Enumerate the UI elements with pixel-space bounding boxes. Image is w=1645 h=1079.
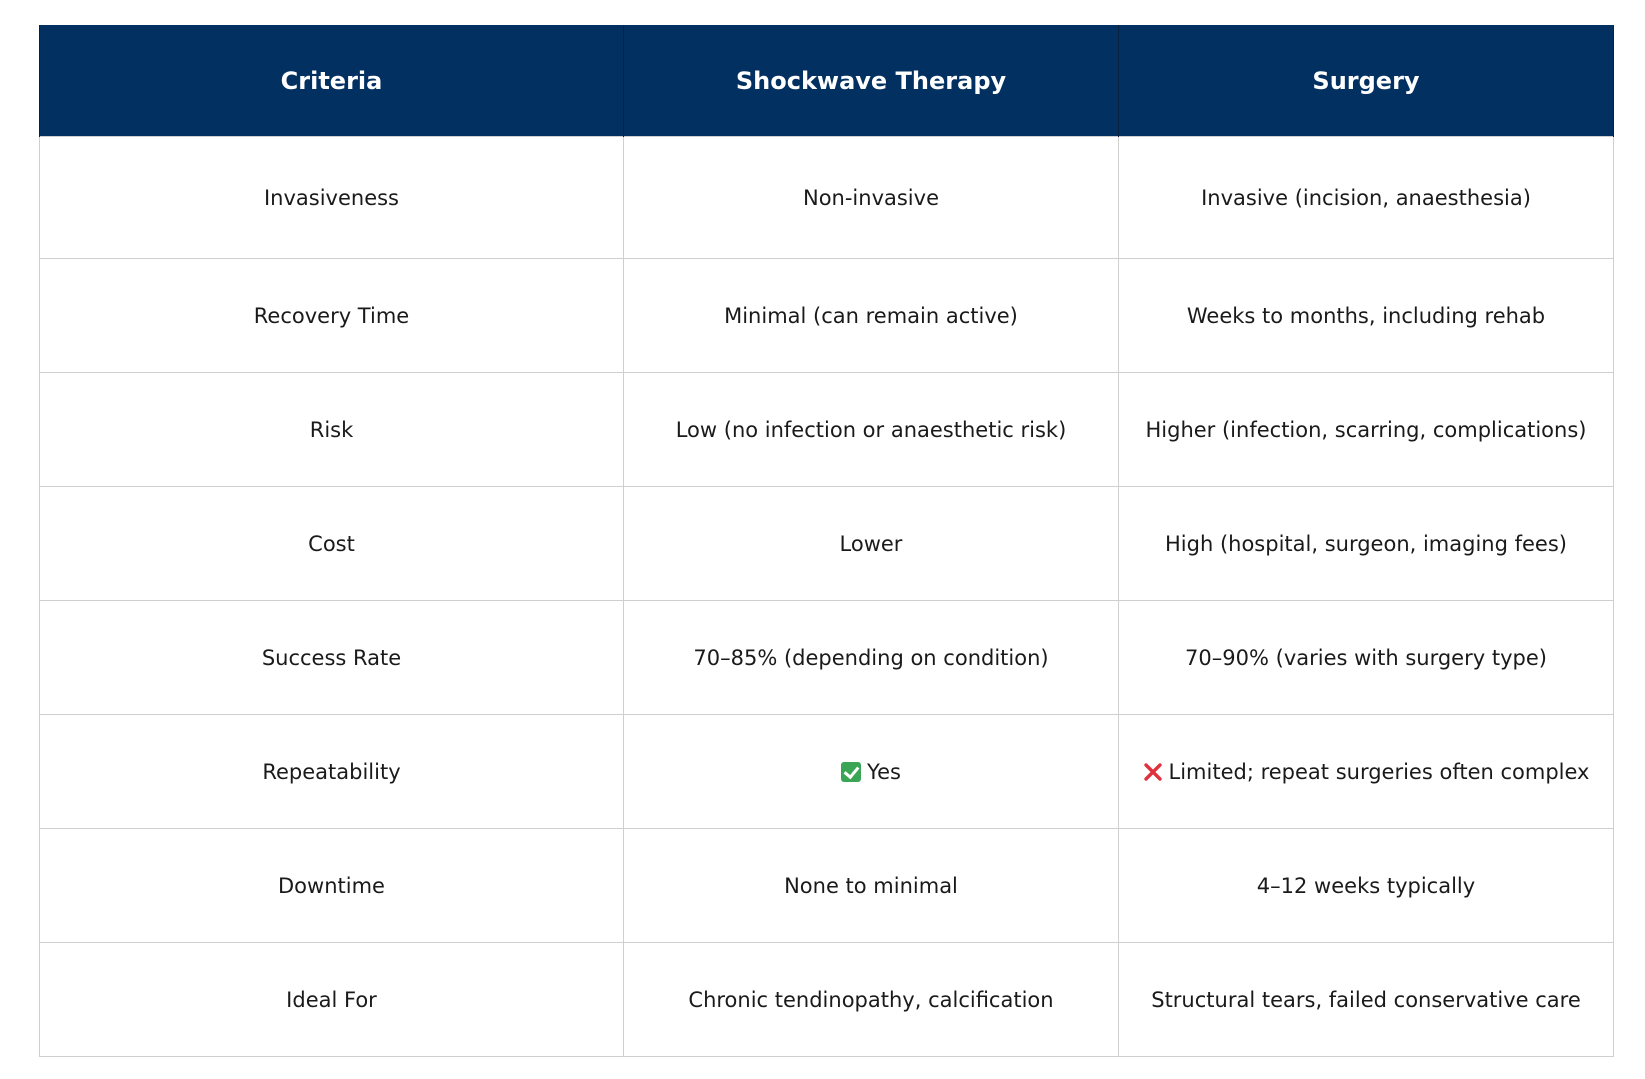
cell-shockwave: Chronic tendinopathy, calcification <box>624 943 1119 1057</box>
cell-shockwave: Low (no infection or anaesthetic risk) <box>624 373 1119 487</box>
cell-criteria: Downtime <box>40 829 624 943</box>
cell-surgery: Higher (infection, scarring, complications) <box>1119 373 1614 487</box>
cell-shockwave: Non-invasive <box>624 137 1119 259</box>
cell-surgery: Invasive (incision, anaesthesia) <box>1119 137 1614 259</box>
table-body <box>40 137 1614 1057</box>
header-row <box>40 25 1614 137</box>
cell-surgery: Weeks to months, including rehab <box>1119 259 1614 373</box>
table-row <box>40 373 1614 487</box>
cell-criteria: Ideal For <box>40 943 624 1057</box>
cell-shockwave: Minimal (can remain active) <box>624 259 1119 373</box>
cross-mark-icon <box>1143 762 1163 782</box>
table-row <box>40 715 1614 829</box>
cell-criteria: Risk <box>40 373 624 487</box>
header-surgery: Surgery <box>1119 25 1614 137</box>
cell-criteria: Repeatability <box>40 715 624 829</box>
table-row <box>40 259 1614 373</box>
table-row <box>40 487 1614 601</box>
cell-surgery: 70–90% (varies with surgery type) <box>1119 601 1614 715</box>
table-header <box>40 25 1614 137</box>
comparison-table-container <box>39 25 1613 1057</box>
table-row <box>40 829 1614 943</box>
table-row <box>40 137 1614 259</box>
header-shockwave-therapy: Shockwave Therapy <box>624 25 1119 137</box>
cell-surgery: Structural tears, failed conservative care <box>1119 943 1614 1057</box>
comparison-table <box>39 25 1614 1057</box>
cell-text: Limited; repeat surgeries often complex <box>1168 759 1590 784</box>
cell-criteria: Recovery Time <box>40 259 624 373</box>
table-row <box>40 601 1614 715</box>
cell-shockwave: 70–85% (depending on condition) <box>624 601 1119 715</box>
cell-shockwave: None to minimal <box>624 829 1119 943</box>
cell-shockwave: Lower <box>624 487 1119 601</box>
cell-text: Yes <box>867 759 901 784</box>
cell-surgery: 4–12 weeks typically <box>1119 829 1614 943</box>
check-mark-icon <box>841 762 861 782</box>
cell-shockwave <box>624 715 1119 829</box>
header-criteria: Criteria <box>40 25 624 137</box>
table-row <box>40 943 1614 1057</box>
cell-criteria: Cost <box>40 487 624 601</box>
cell-surgery <box>1119 715 1614 829</box>
cell-criteria: Success Rate <box>40 601 624 715</box>
cell-criteria: Invasiveness <box>40 137 624 259</box>
cell-surgery: High (hospital, surgeon, imaging fees) <box>1119 487 1614 601</box>
